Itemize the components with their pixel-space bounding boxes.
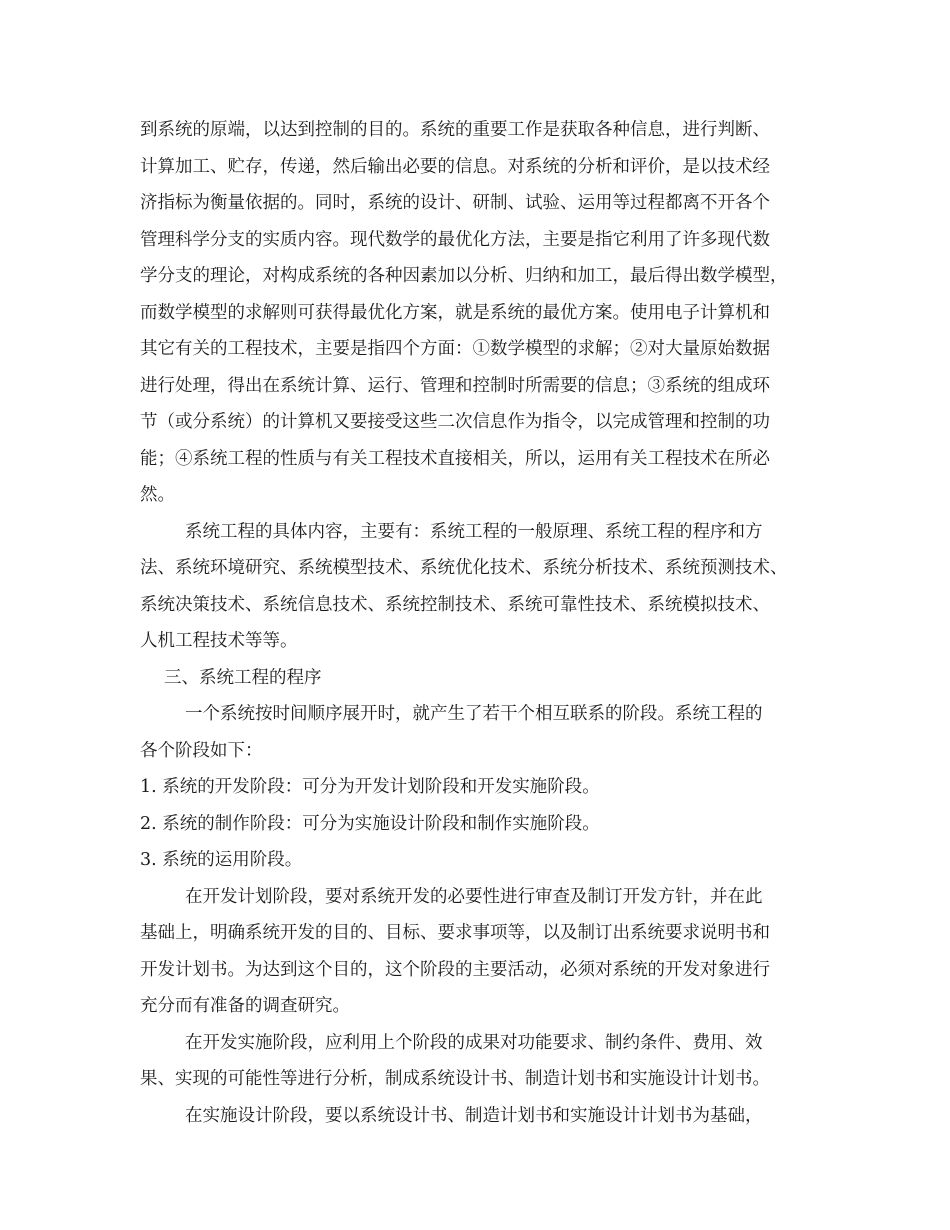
- section-heading: 三、系统工程的程序: [164, 667, 322, 688]
- text-line: 系统决策技术、系统信息技术、系统控制技术、系统可靠性技术、系统模拟技术、: [140, 594, 770, 615]
- paragraph-start-line: 在开发实施阶段，应利用上个阶段的成果对功能要求、制约条件、费用、效: [185, 1032, 763, 1053]
- paragraph-start-line: 在实施设计阶段，要以系统设计书、制造计划书和实施设计计划书为基础，: [185, 1105, 763, 1126]
- text-line: 计算加工、贮存，传递，然后输出必要的信息。对系统的分析和评价，是以技术经: [140, 156, 770, 177]
- text-line: 到系统的原端，以达到控制的目的。系统的重要工作是获取各种信息，进行判断、: [140, 120, 770, 140]
- text-line: 进行处理，得出在系统计算、运行、管理和控制时所需要的信息；③系统的组成环: [140, 375, 770, 396]
- paragraph-start-line: 在开发计划阶段，要对系统开发的必要性进行审查及制订开发方针，并在此: [185, 886, 763, 907]
- list-item: 2. 系统的制作阶段：可分为实施设计阶段和制作实施阶段。: [140, 813, 600, 834]
- text-line: 充分而有准备的调查研究。: [140, 996, 350, 1016]
- paragraph-start-line: 一个系统按时间顺序展开时，就产生了若干个相互联系的阶段。系统工程的: [185, 704, 763, 724]
- text-line: 基础上，明确系统开发的目的、目标、要求事项等，以及制订出系统要求说明书和: [140, 923, 770, 943]
- text-line: 而数学模型的求解则可获得最优化方案，就是系统的最优方案。使用电子计算机和: [140, 302, 770, 323]
- list-item: 1. 系统的开发阶段：可分为开发计划阶段和开发实施阶段。: [140, 777, 600, 797]
- document-body: [140, 112, 830, 1134]
- text-line: 然。: [140, 485, 175, 505]
- paragraph-start-line: 系统工程的具体内容，主要有：系统工程的一般原理、系统工程的程序和方: [185, 521, 763, 542]
- text-line: 其它有关的工程技术，主要是指四个方面：①数学模型的求解；②对大量原始数据: [140, 339, 770, 359]
- list-item: 3. 系统的运用阶段。: [140, 850, 303, 870]
- text-line: 法、系统环境研究、系统模型技术、系统优化技术、系统分析技术、系统预测技术、: [140, 558, 788, 578]
- text-line: 学分支的理论，对构成系统的各种因素加以分析、归纳和加工，最后得出数学模型，: [140, 266, 788, 286]
- text-line: 节（或分系统）的计算机又要接受这些二次信息作为指令，以完成管理和控制的功: [140, 412, 770, 432]
- text-line: 能；④系统工程的性质与有关工程技术直接相关，所以，运用有关工程技术在所必: [140, 448, 770, 469]
- text-line: 人机工程技术等等。: [140, 631, 298, 651]
- text-line: 开发计划书。为达到这个目的，这个阶段的主要活动，必须对系统的开发对象进行: [140, 959, 770, 980]
- text-line: 济指标为衡量依据的。同时，系统的设计、研制、试验、运用等过程都离不开各个: [140, 193, 770, 213]
- text-line: 果、实现的可能性等进行分析，制成系统设计书、制造计划书和实施设计计划书。: [140, 1069, 770, 1089]
- text-line: 各个阶段如下：: [140, 740, 263, 761]
- text-line: 管理科学分支的实质内容。现代数学的最优化方法，主要是指它利用了许多现代数: [140, 229, 770, 250]
